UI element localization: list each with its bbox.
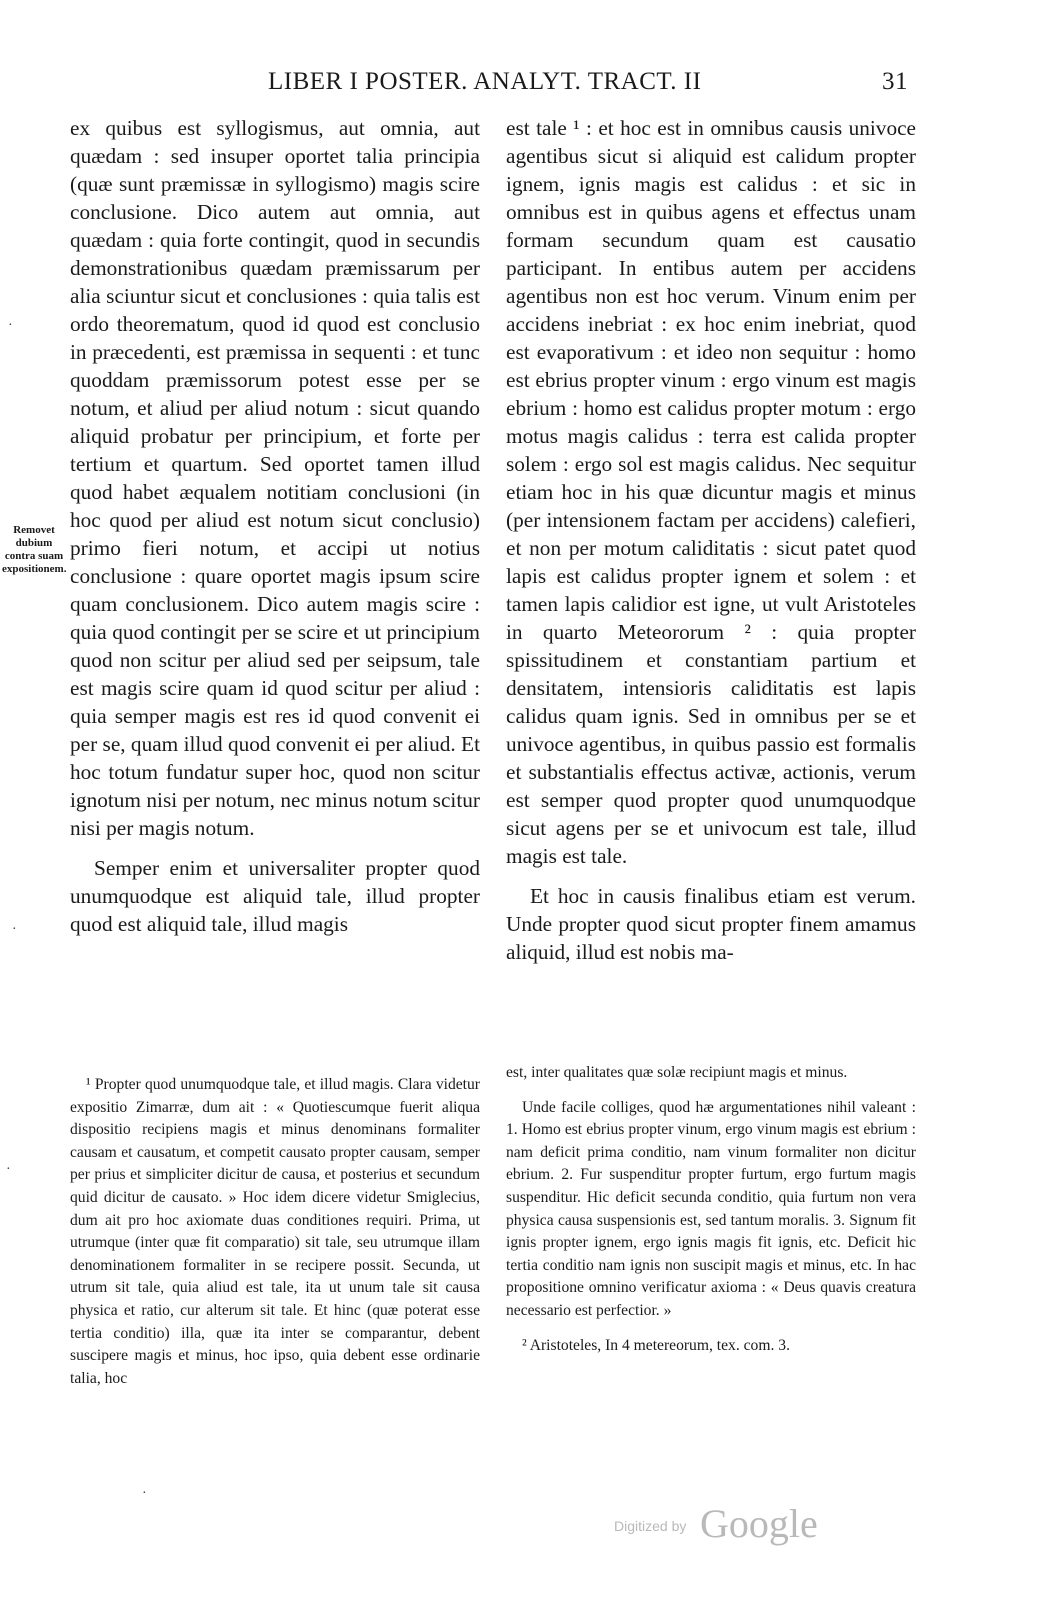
digitized-watermark (614, 1501, 844, 1546)
main-text-right-column (506, 114, 916, 966)
main-text-left-column (70, 114, 480, 938)
google-logo: Google (700, 1501, 818, 1546)
stray-dot: · (142, 1486, 147, 1501)
footnote-1-paragraph-2: Unde facile colliges, quod hæ argumentationes nihil valeant : 1. Homo est ebrius propter vinum, ergo vinum magis est ebrium : nam deficit prima conditio, nam vinum formaliter non dicitur ebrium. 2. Fur suspenditur propter furtum, ergo furtum magis suspenditur. Hic deficit secunda conditio, quia furtum non vera physica causa suspensionis est, sed tantum moralis. 3. Signum fit ignis propter ignem, ergo ignis magis fit ignis, etc. Deficit hic tertia conditio nam ignis non suscipit magis et minus, etc. In hac propositione omnino verificatur axioma : « Deus quavis creatura necessario est perfectior. » (506, 1098, 916, 1319)
stray-dot: · (6, 1162, 11, 1177)
running-header (268, 68, 908, 102)
stray-dot: · (8, 318, 13, 333)
footnote-1: ¹ Propter quod unumquodque tale, et illud magis. Clara videtur expositio Zimarræ, dum ait : « Quotiescumque fuerit aliqua dispositio recipiens magis et minus denominans formaliter causam et causatum, et competit causato propter causam, semper per prius et simpliciter dicitur de causa, et posterius et secundum quid dicitur de causato. » Hoc idem dicere videtur Smiglecius, dum ait pro hoc axiomate duas conditiones requiri. Prima, ut utrumque (inter quæ fit comparatio) sit tale, seu utrumque illam denominationem formaliter in se recipere possit. Secunda, ut utrum sit tale, quia aliud est tale, ita ut unum tale sit causa physica et ratio, cur alterum sit tale. Et hinc (quæ poterat esse tertia conditio) illa, quæ ita inter se comparantur, debent suscipere magis et minus, hoc ipso, quia debent esse ordinarie talia, hoc (70, 1076, 480, 1387)
footnote-1-continued: est, inter qualitates quæ solæ recipiunt magis et minus. (506, 1064, 848, 1081)
main-left-paragraph-2: Semper enim et universaliter propter quod unumquodque est aliquid tale, illud propter quod est aliquid tale, illud magis (70, 856, 480, 936)
page-number: 31 (882, 68, 908, 95)
footnote-2: ² Aristoteles, In 4 metereorum, tex. com. 3. (522, 1336, 790, 1354)
stray-dot: · (12, 922, 17, 937)
main-left-paragraph-1: ex quibus est syllogismus, aut omnia, aut quædam : sed insuper oportet talia principia (quæ sunt præmissæ in syllogismo) magis scire conclusione. Dico autem aut omnia, aut quædam : quia forte contingit, quod in secundis demonstrationibus quædam præmissarum per alia sciuntur sicut et conclusiones : quia talis est ordo theorematum, quod id quod est conclusio in præcedenti, est præmissa in sequenti : et tunc quoddam præmissorum potest esse per se notum, et aliud per aliud notum : sicut quando aliquid probatur per principium, et forte per tertium et quartum. Sed oportet tamen illud quod habet æqualem notitiam conclusioni (in hoc quod per aliud est notum sicut conclusio) primo fieri notum, et accipi ut notius conclusione : quare oportet magis ipsum scire quam conclusionem. Dico autem magis scire : quia quod contingit per se scire et ut principium quod non scitur per aliud sed per seipsum, tale est magis scire quam id quod scitur per aliud : quia semper magis est res id quod convenit ei per se, quam illud quod convenit ei per aliud. Et hoc totum fundatur super hoc, quod non scitur ignotum nisi per notum, nec minus notum scitur nisi per magis notum. (70, 116, 480, 840)
footnotes-left-column (70, 1062, 480, 1390)
main-right-paragraph-2: Et hoc in causis finalibus etiam est verum. Unde propter quod sicut propter finem amamus aliquid, illud est nobis ma- (506, 884, 916, 964)
footnotes-right-column (506, 1062, 916, 1357)
watermark-prefix: Digitized by (614, 1518, 687, 1534)
main-right-paragraph-1: est tale ¹ : et hoc est in omnibus causis univoce agentibus sicut si aliquid est calidum propter ignem, ignis magis est calidus : et sic in omnibus est in quibus agens et effectus unam formam secundum quam est causatio participant. In entibus autem per accidens agentibus non est hoc verum. Vinum enim per accidens inebriat : ex hoc enim inebriat, quod est evaporativum : et ideo non sequitur : homo est ebrius propter vinum : ergo vinum est magis ebrium : homo est calidus propter motum : ergo motus magis calidus : terra est calida propter solem : ergo sol est magis calidus. Nec sequitur etiam hoc in his quæ dicuntur magis et minus (per intensionem factam per accidens) calefieri, et non per motum caliditatis : sicut patet quod lapis est calidus propter ignem et solem : et tamen lapis calidior est igne, ut vult Aristoteles in quarto Meteororum ² : quia propter spissitudinem et constantiam partium et densitatem, intensioris caliditatis est lapis calidus quam ignis. Sed in omnibus per se et univoce agentibus, in quibus passio est formalis et substantialis effectus activæ, actionis, verum est semper quod propter quod unumquodque sicut agens per se et univocum est tale, illud magis est tale. (506, 116, 916, 868)
margin-note: Removet dubium contra suam expositionem. (2, 524, 67, 575)
running-title: LIBER I POSTER. ANALYT. TRACT. II (268, 68, 702, 95)
